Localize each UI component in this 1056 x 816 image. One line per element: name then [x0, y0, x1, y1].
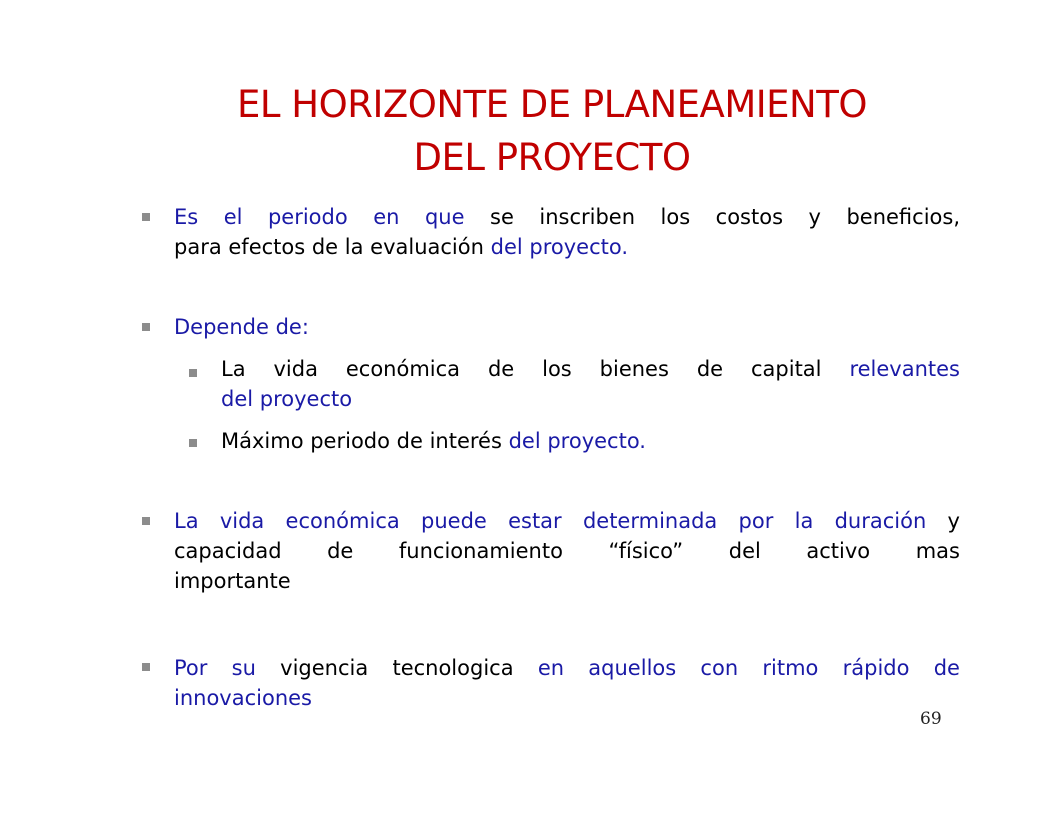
text-segment: en aquellos con ritmo rápido de [537, 656, 960, 680]
slide-title-line-1: EL HORIZONTE DE PLANEAMIENTO [237, 83, 867, 126]
sub-bullet-item-vida-economica [221, 354, 960, 414]
bullet-line [174, 202, 960, 232]
page-number: 69 [920, 709, 942, 729]
bullet-line: capacidad de funcionamiento “físico” del activo mas [174, 539, 960, 563]
bullet-item-depende [174, 312, 960, 342]
bullet-square-icon [142, 213, 150, 221]
bullet-square-icon [142, 323, 150, 331]
bullet-line [174, 506, 960, 536]
bullet-item-vida-economica-duracion [174, 506, 960, 596]
text-segment: Máximo periodo de interés [221, 429, 502, 453]
text-segment: y [947, 509, 960, 533]
text-segment: del proyecto. [490, 235, 629, 259]
text-segment: se inscriben los costos y beneficios, [490, 205, 960, 229]
text-segment: del proyecto. [508, 429, 646, 453]
text-segment: vigencia tecnologica [280, 656, 514, 680]
bullet-line [174, 653, 960, 683]
sub-bullet-square-icon [189, 439, 197, 447]
bullet-line: Depende de: [174, 315, 309, 339]
text-segment: Por su [174, 656, 256, 680]
text-segment: Es el periodo en que [174, 205, 465, 229]
bullet-line: importante [174, 569, 291, 593]
bullet-line [221, 426, 960, 456]
slide-title-line-2: DEL PROYECTO [413, 136, 691, 179]
bullet-item-periodo [174, 202, 960, 262]
bullet-square-icon [142, 663, 150, 671]
bullet-line [221, 354, 960, 384]
bullet-line: del proyecto [221, 387, 353, 411]
text-segment: La vida económica de los bienes de capital [221, 357, 822, 381]
text-segment: relevantes [849, 357, 960, 381]
text-segment: La vida económica puede estar determinada por la duración [174, 509, 927, 533]
sub-bullet-item-maximo-periodo [221, 426, 960, 456]
text-segment: para efectos de la evaluación [174, 235, 484, 259]
bullet-line: innovaciones [174, 686, 312, 710]
bullet-line [174, 232, 960, 262]
sub-bullet-square-icon [189, 369, 197, 377]
bullet-square-icon [142, 517, 150, 525]
bullet-item-vigencia-tecnologica [174, 653, 960, 713]
